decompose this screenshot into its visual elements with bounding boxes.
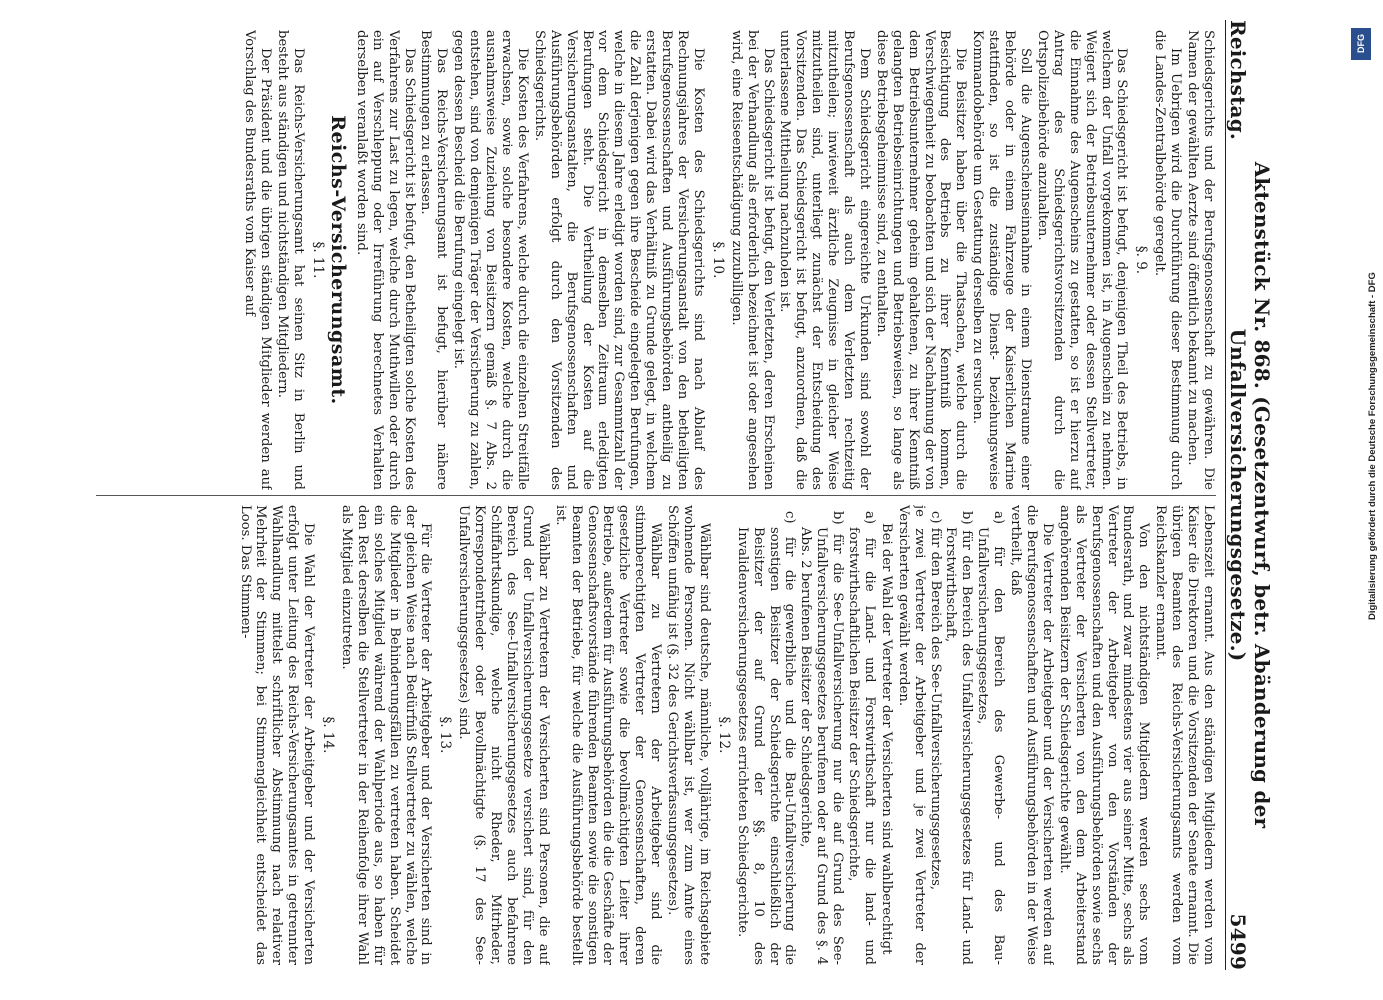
list-item: b) für den Bereich des Unfallversicherungsgesetzes für Land- und Forstwirthschaft, [943, 511, 975, 965]
header-title: Aktenstück Nr. 868. (Gesetzentwurf, betr. Abänderung der Unfallversicherungsgesetze.) [1226, 161, 1274, 829]
paragraph: Wählbar sind deutsche, männliche, volljährige, im Reichsgebiete wohnende Personen. Nicht wählbar ist, wer zum Amte eines Schöffen unfähig ist (§. 32 des Gerichtsverfassungsgesetzes). [665, 505, 712, 965]
list-item: b) für die See-Unfallversicherung nur die auf Grund des See-Unfallversicherungsgesetzes berufenen oder auf Grund des §. 4 Abs. 2 berufenen Beisitzer der Schiedsgerichte, [798, 511, 846, 965]
page-header [1225, 20, 1274, 970]
paragraph: Das Schiedsgericht ist befugt, denjenigen Theil des Betriebs, in welchem der Unfall vorgekommen ist, in Augenschein zu nehmen. Weigert sich der Betriebsunternehmer oder dessen Stellvertreter, die Einnahme des Augenscheins zu gestatten, so ist er hierzu auf Antrag des Schiedsgerichtsvorsitzenden durch die Ortspolizeibehörde anzuhalten. [1034, 30, 1130, 490]
list-item: a) für den Bereich des Gewerbe- und des Bau-Unfallversicherungsgesetzes, [975, 511, 1007, 965]
list-item: c) für die gewerbliche und die Bau-Unfallversicherung die sonstigen Beisitzer der Schiedsgerichte einschließlich der Beisitzer der auf Grund der §§. 8, 10 des Invalidenversicherungsgesetzes errichteten Schiedsgerichte. [734, 511, 798, 965]
paragraph: Die Kosten des Schiedsgerichts sind nach Ablauf des Rechnungsjahres der Versicherungsanstalt von den betheiligten Berufsgenossenschaften und Ausführungsbehörden antheilig zu erstatten. Dabei wird das Verhältniß zu Grunde gelegt, in welchem die Zahl derjenigen gegen ihre Bescheide eingelegten Berufungen, welche in diesem Jahre erledigt worden sind, zur Gesammtzahl der vor dem Schiedsgericht in demselben Zeitraum erledigten Berufungen steht. Die Vertheilung der Kosten auf die Versicherungsanstalten, die Berufsgenossenschaften und Ausführungsbehörden erfolgt durch den Vorsitzenden des Schiedsgerichts. [531, 30, 706, 490]
list-item: c) für den Bereich des See-Unfallversicherungsgesetzes, [927, 511, 943, 891]
list-item: a) für die Land- und Forstwirthschaft nur die land- und forstwirthschaftlichen Beisitzer der Schiedsgerichte, [846, 511, 877, 965]
section-number: §. 9. [1133, 245, 1150, 275]
paragraph: Die Beisitzer haben über die Thatsachen, welche durch die Besichtigung des Betriebs zu ihrer Kenntniß kommen, Verschwiegenheit zu beobachten und sich der Nachahmung der von dem Betriebsunternehmer geheim gehaltenen, zu ihrer Kenntniß gelangten Betriebseinrichtungen und Betriebsweisen, so lange als diese Betriebsgeheimnisse sind, zu enthalten. [873, 30, 969, 490]
paragraph: Bei der Wahl der Vertreter der Versicherten sind wahlberechtigt [878, 523, 894, 955]
paragraph: Wählbar zu Vertretern der Arbeitgeber sind die stimmberechtigten Vertreter der Genossenschaften, deren gesetzliche Vertreter sowie die bevollmächtigten Leiter ihrer Betriebe, außerdem für Ausführungsbehörden die die Geschäfte der Genossenschaftsvorstände führenden Beamten sowie die sonstigen Beamten der Betriebe, für welche die Ausführungsbehörde bestellt ist. [552, 505, 664, 965]
paragraph: Wählbar zu Vertretern der Versicherten sind Personen, die auf Grund der Unfallversicherungsgesetze versichert sind, für den Bereich des See-Unfallversicherungsgesetzes auch befahrene Schiffahrtskundige, welche nicht Rheder, Mitrheder, Korrespondentrheder oder Bevollmächtigte (§. 17 des See-Unfallversicherungsgesetzes) sind. [456, 505, 551, 965]
section-heading: Reichs-Versicherungsamt. [326, 115, 349, 405]
section-number: §. 10. [709, 241, 726, 279]
paragraph: Von den nichtständigen Mitgliedern werden sechs vom Bundesrath, und zwar mindestens vier aus seiner Mitte, sechs als Vertreter der Arbeitgeber von den Vorständen der Berufsgenossenschaften und den Ausführungsbehörden sowie sechs als Vertreter der Versicherten von den dem Arbeiterstand angehörenden Beisitzern der Schiedsgerichte gewählt. [1056, 505, 1152, 965]
paragraph: Lebenszeit ernannt. Aus den ständigen Mitgliedern werden vom Kaiser die Direktoren und die Vorsitzenden der Senate ernannt. Die übrigen Beamten des Reichs-Versicherungsamts werden vom Reichskanzler ernannt. [1153, 505, 1216, 965]
header-left: Reichstag. [1226, 20, 1250, 141]
paragraph: je zwei Vertreter der Arbeitgeber und je zwei Vertreter der Versicherten gewählt werden. [895, 505, 927, 965]
page-number: 5499 [1226, 913, 1250, 970]
left-column [86, 30, 1216, 490]
paragraph: Im Uebrigen wird die Durchführung dieser Bestimmung durch die Landes-Zentralbehörde geregelt. [1152, 30, 1184, 490]
paragraph: Schiedsgerichts und der Berufsgenossenschaft zu gewähren. Die Namen der gewählten Aerzte sind öffentlich bekannt zu machen. [1185, 30, 1216, 490]
paragraph: Die Kosten des Verfahrens, welche durch die einzelnen Streitfälle erwachsen, sowie solche besondere Kosten, welche durch die ausnahmsweise Zuziehung von Beisitzern gemäß §. 7 Abs. 2 entstehen, sind von demjenigen Träger der Versicherung zu zahlen, gegen dessen Bescheid die Berufung eingelegt ist. [451, 30, 530, 490]
column-divider [96, 495, 1216, 496]
section-number: §. 14. [320, 716, 337, 754]
right-column [86, 505, 1216, 965]
paragraph: Soll die Augenscheinseinnahme in einem Dienstraume einer Behörde oder in einem Fahrzeuge der Kaiserlichen Marine stattfinden, so ist die zuständige Dienst- beziehungsweise Kommandobehörde um Gestattung derselben zu ersuchen. [970, 30, 1034, 490]
digitization-sidebar [1343, 20, 1383, 1000]
section-number: §. 13. [437, 716, 454, 754]
paragraph: Der Präsident und die übrigen ständigen Mitglieder werden auf Vorschlag des Bundesraths vom Kaiser auf [242, 30, 274, 490]
paragraph: Das Reichs-Versicherungsamt ist befugt, hierüber nähere Bestimmungen zu erlassen. [418, 30, 450, 490]
section-number: §. 11. [310, 241, 327, 279]
paragraph: Für die Vertreter der Arbeitgeber und der Versicherten sind in der gleichen Weise nach Bedürfniß Stellvertreter zu wählen, welche die Mitglieder in Behinderungsfällen zu vertreten haben. Scheidet ein solches Mitglied während der Wahlperiode aus, so haben für den Rest derselben die Stellvertreter in der Reihenfolge ihrer Wahl als Mitglied einzutreten. [338, 505, 434, 965]
paragraph: Dem Schiedsgericht eingereichte Urkunden sind sowohl der Berufsgenossenschaft als auch dem Verletzten rechtzeitig mitzutheilen; inwieweit ärztliche Zeugnisse in gleicher Weise mitzutheilen sind, unterliegt zunächst der Entscheidung des Vorsitzenden. Das Schiedsgericht ist befugt, anzuordnen, daß die unterlassene Mittheilung nachzuholen ist. [777, 30, 872, 490]
paragraph: Das Schiedsgericht ist befugt, den Verletzten, deren Erscheinen bei der Verhandlung als erforderlich bezeichnet ist oder angesehen wird, eine Reiseentschädigung zuzubilligen. [728, 30, 776, 490]
paragraph: Das Reichs-Versicherungsamt hat seinen Sitz in Berlin und besteht aus ständigen und nichtständigen Mitgliedern. [275, 30, 307, 490]
scanned-page [58, 0, 1318, 990]
section-number: §. 12. [715, 716, 732, 754]
dfg-logo: DFG [1351, 28, 1371, 60]
digitization-note: Digitalisierung gefördert durch die Deutsche Forschungsgemeinschaft - DFG [1367, 272, 1378, 620]
paragraph: Die Wahl der Vertreter der Arbeitgeber und der Versicherten erfolgt unter Leitung des Reichs-Versicherungsamtes in getrennter Wahlhandlung mittelst schriftlicher Abstimmung nach relativer Mehrheit der Stimmen; bei Stimmengleichheit entscheidet das Loos. Das Stimmen- [237, 505, 317, 965]
paragraph: Die Vertreter der Arbeitgeber und der Versicherten werden auf die Berufsgenossenschaften und Ausführungsbehörden in der Weise vertheilt, daß [1008, 505, 1055, 965]
paragraph: Das Schiedsgericht ist befugt, den Betheiligten solche Kosten des Verfahrens zur Last zu legen, welche durch Muthwillen oder durch ein auf Verschleppung oder Irreführung berechnetes Verhalten derselben veranlaßt worden sind. [353, 30, 417, 490]
